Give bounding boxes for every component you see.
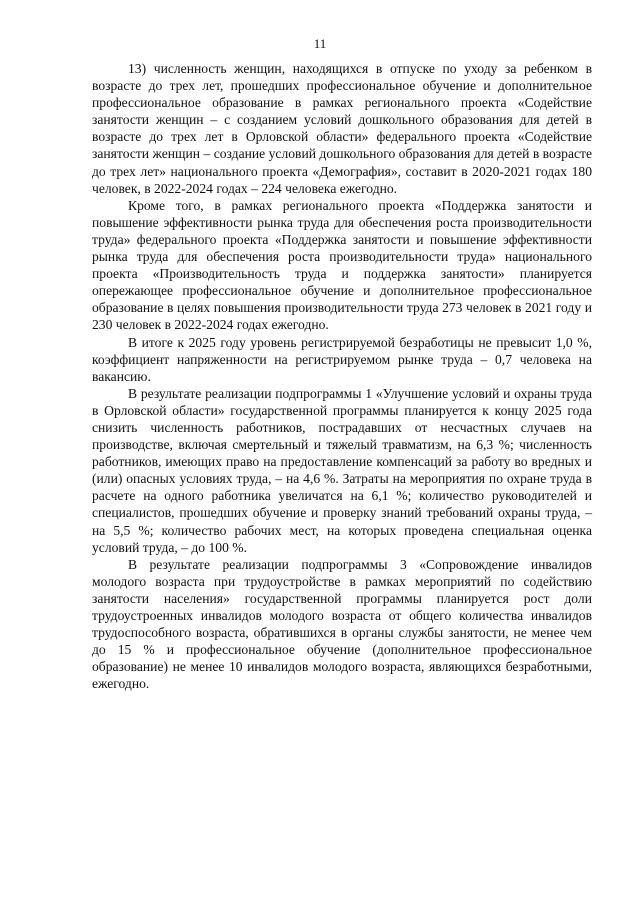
paragraph-subprogram-3: В результате реализации подпрограммы 3 «Сопровождение инвалидов молодого возраста при трудоустройстве в рамках мероприятий по содействию занятости населения» государственной программы планируется рост доли трудоустроенных инвалидов молодого возраста от общего количества инвалидов трудоспособного возраста, обратившихся в органы службы занятости, не менее чем до 15 % и профессиональное обучение (дополнительное профессиональное образование) не менее 10 инвалидов молодого возраста, являющихся безработными, ежегодно.	[92, 556, 592, 692]
document-body	[92, 60, 592, 692]
paragraph-employment-support: Кроме того, в рамках регионального проекта «Поддержка занятости и повышение эффективности рынка труда для обеспечения роста производительности труда» федерального проекта «Поддержка занятости и повышение эффективности рынка труда для обеспечения роста производительности труда» национального проекта «Производительность труда и поддержка занятости» планируется опережающее профессиональное обучение и дополнительное профессиональное образование в целях повышения производительности труда 273 человек в 2021 году и 230 человек в 2022-2024 годах ежегодно.	[92, 197, 592, 333]
paragraph-women-training: 13) численность женщин, находящихся в отпуске по уходу за ребенком в возрасте до трех лет, прошедших профессиональное обучение и дополнительное профессиональное образование в рамках регионального проекта «Содействие занятости женщин – с созданием условий дошкольного образования для детей в возрасте до трех лет в Орловской области» федерального проекта «Содействие занятости женщин – создание условий дошкольного образования для детей в возрасте до трех лет» национального проекта «Демография», составит в 2020-2021 годах 180 человек, в 2022-2024 годах – 224 человека ежегодно.	[92, 61, 592, 196]
paragraph-subprogram-1: В результате реализации подпрограммы 1 «Улучшение условий и охраны труда в Орловской области» государственной программы планируется к концу 2025 года снизить численность работников, пострадавших от несчастных случаев на производстве, включая смертельный и тяжелый травматизм, на 6,3 %; численность работников, имеющих право на предоставление компенсаций за работу во вредных и (или) опасных условиях труда, – на 4,6 %. Затраты на мероприятия по охране труда в расчете на одного работника увеличатся на 6,1 %; количество руководителей и специалистов, прошедших обучение и проверку знаний требований охраны труда, – на 5,5 %; количество рабочих мест, на которых проведена специальная оценка условий труда, – до 100 %.	[92, 385, 592, 555]
paragraph-unemployment-level: В итоге к 2025 году уровень регистрируемой безработицы не превысит 1,0 %, коэффициент напряженности на регистрируемом рынке труда – 0,7 человека на вакансию.	[92, 334, 592, 384]
page-number: 11	[313, 36, 327, 51]
